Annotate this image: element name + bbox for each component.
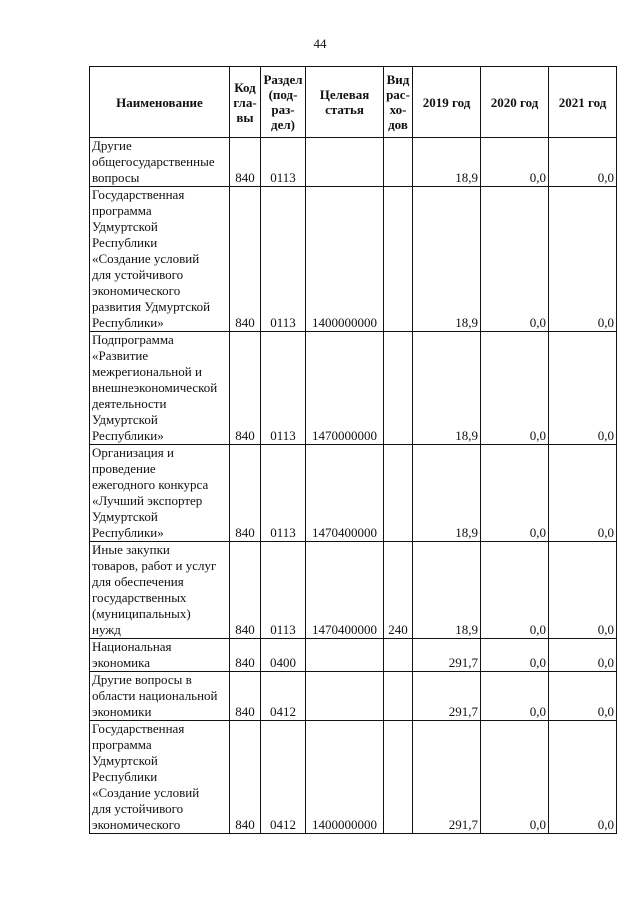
cell-expense	[384, 138, 413, 187]
table-row	[90, 542, 617, 639]
table-row	[90, 445, 617, 542]
cell-y2019: 291,7	[413, 672, 481, 721]
cell-target	[306, 639, 384, 672]
cell-section: 0412	[261, 672, 306, 721]
cell-expense	[384, 721, 413, 834]
cell-name: Иные закупки товаров, работ и услуг для обеспечения государственных (муниципальных) нужд	[90, 542, 230, 639]
cell-y2019: 18,9	[413, 445, 481, 542]
cell-y2020: 0,0	[481, 332, 549, 445]
cell-target	[306, 672, 384, 721]
cell-target	[306, 138, 384, 187]
cell-y2020: 0,0	[481, 721, 549, 834]
cell-target: 1400000000	[306, 721, 384, 834]
cell-section: 0113	[261, 542, 306, 639]
header-2019: 2019 год	[413, 67, 481, 138]
cell-y2021: 0,0	[549, 639, 617, 672]
cell-y2021: 0,0	[549, 721, 617, 834]
cell-y2020: 0,0	[481, 445, 549, 542]
budget-table	[89, 66, 617, 834]
header-name: Наименование	[90, 67, 230, 138]
cell-target: 1470400000	[306, 542, 384, 639]
table-row	[90, 721, 617, 834]
cell-y2021: 0,0	[549, 138, 617, 187]
cell-target: 1470400000	[306, 445, 384, 542]
header-2021: 2021 год	[549, 67, 617, 138]
cell-expense: 240	[384, 542, 413, 639]
page-number: 44	[313, 36, 327, 51]
cell-section: 0113	[261, 187, 306, 332]
cell-target: 1400000000	[306, 187, 384, 332]
cell-y2021: 0,0	[549, 332, 617, 445]
cell-y2021: 0,0	[549, 672, 617, 721]
cell-code: 840	[230, 721, 261, 834]
cell-section: 0113	[261, 332, 306, 445]
header-section: Раздел (под- раз- дел)	[261, 67, 306, 138]
table-row	[90, 332, 617, 445]
cell-section: 0113	[261, 445, 306, 542]
header-expense: Вид рас- хо- дов	[384, 67, 413, 138]
header-2020: 2020 год	[481, 67, 549, 138]
table-row	[90, 639, 617, 672]
cell-section: 0400	[261, 639, 306, 672]
table-row	[90, 672, 617, 721]
cell-name: Другие общегосударственные вопросы	[90, 138, 230, 187]
cell-name: Подпрограмма «Развитие межрегиональной и внешнеэкономической деятельности Удмуртской Республики»	[90, 332, 230, 445]
header-code: Код гла- вы	[230, 67, 261, 138]
cell-expense	[384, 187, 413, 332]
cell-y2019: 18,9	[413, 187, 481, 332]
cell-name: Другие вопросы в области национальной экономики	[90, 672, 230, 721]
cell-name: Государственная программа Удмуртской Республики «Создание условий для устойчивого экономического	[90, 721, 230, 834]
cell-y2019: 291,7	[413, 721, 481, 834]
cell-y2021: 0,0	[549, 542, 617, 639]
table-row	[90, 138, 617, 187]
cell-expense	[384, 672, 413, 721]
cell-target: 1470000000	[306, 332, 384, 445]
cell-y2019: 18,9	[413, 138, 481, 187]
cell-y2020: 0,0	[481, 138, 549, 187]
header-target: Целевая статья	[306, 67, 384, 138]
cell-y2021: 0,0	[549, 445, 617, 542]
cell-name: Национальная экономика	[90, 639, 230, 672]
cell-code: 840	[230, 445, 261, 542]
table-row	[90, 187, 617, 332]
cell-y2020: 0,0	[481, 672, 549, 721]
cell-y2020: 0,0	[481, 187, 549, 332]
cell-code: 840	[230, 542, 261, 639]
cell-code: 840	[230, 639, 261, 672]
cell-code: 840	[230, 138, 261, 187]
cell-expense	[384, 639, 413, 672]
cell-code: 840	[230, 187, 261, 332]
cell-name: Организация и проведение ежегодного конкурса «Лучший экспортер Удмуртской Республики»	[90, 445, 230, 542]
cell-y2020: 0,0	[481, 639, 549, 672]
cell-y2020: 0,0	[481, 542, 549, 639]
cell-code: 840	[230, 332, 261, 445]
cell-section: 0412	[261, 721, 306, 834]
table-body	[90, 138, 617, 834]
cell-y2021: 0,0	[549, 187, 617, 332]
cell-y2019: 18,9	[413, 542, 481, 639]
cell-expense	[384, 332, 413, 445]
cell-y2019: 18,9	[413, 332, 481, 445]
cell-name: Государственная программа Удмуртской Республики «Создание условий для устойчивого экономического развития Удмуртской Республики»	[90, 187, 230, 332]
header-row	[90, 67, 617, 138]
cell-y2019: 291,7	[413, 639, 481, 672]
cell-section: 0113	[261, 138, 306, 187]
cell-expense	[384, 445, 413, 542]
cell-code: 840	[230, 672, 261, 721]
